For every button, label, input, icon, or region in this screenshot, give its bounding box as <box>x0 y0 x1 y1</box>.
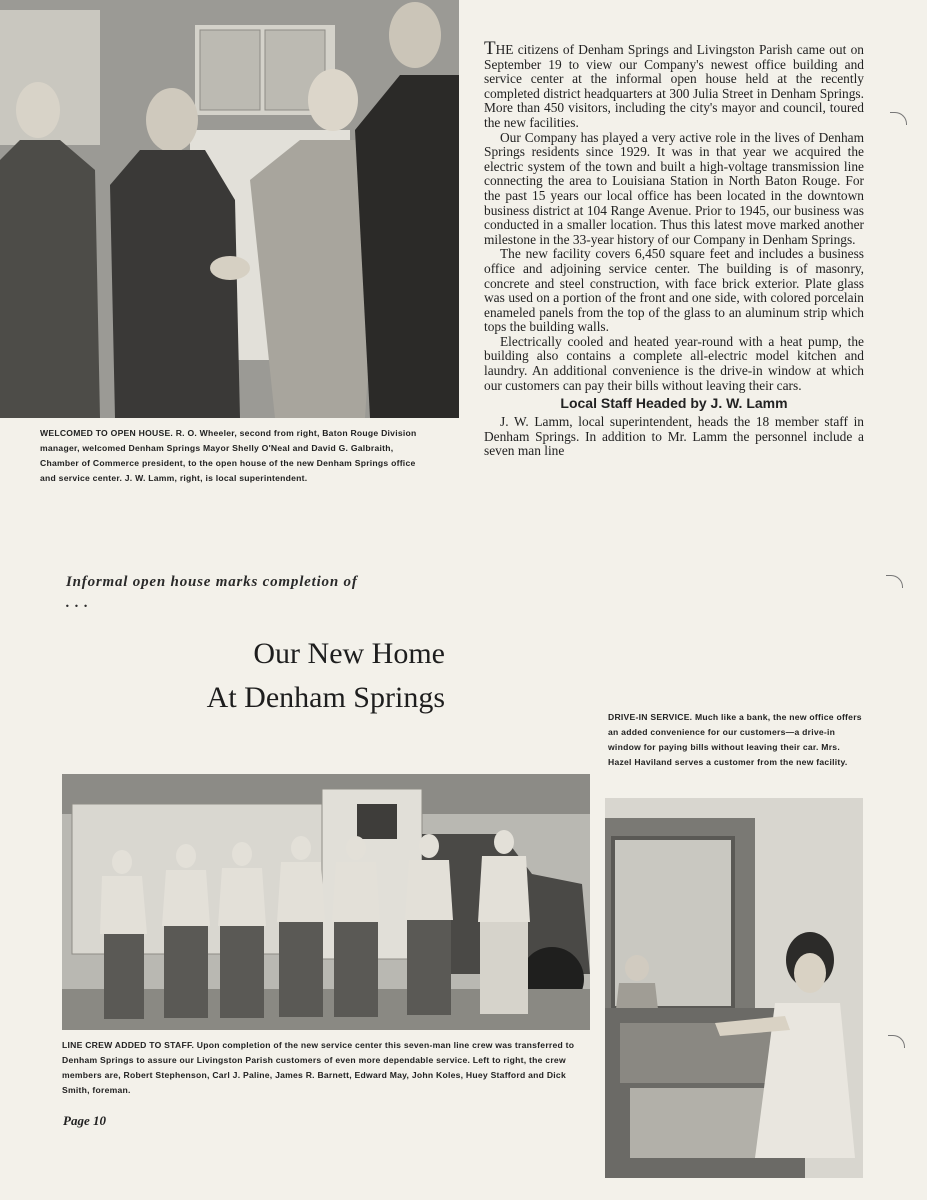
article-paragraph-1-text: HE citizens of Denham Springs and Livingston Parish came out on September 19 to view our Company's newest office building and service center at the informal open house held at the recently completed district headquarters at 300 Julia Street in Denham Springs. More than 450 visitors, including the city's mayor and council, toured the new facilities. <box>484 42 864 130</box>
scan-mark-middle <box>886 575 903 588</box>
kicker: Informal open house marks completion of . . . <box>66 574 358 611</box>
caption-drive-in <box>608 710 864 770</box>
caption-line-crew-text: Upon completion of the new service center this seven-man line crew was transferred to Denham Springs to assure our Livingston Parish customers of even more dependable service. Left to right, the crew members are, Robert Stephenson, Carl J. Paline, James R. Barnett, Edward May, John Koles, Huey Stafford and Dick Smith, foreman. <box>62 1040 575 1095</box>
article-paragraph-3: The new facility covers 6,450 square feet and includes a business office and adjoining service center. The building is of masonry, concrete and steel construction, with face brick exterior. Plate glass was used on a portion of the front and one side, with colored porcelain enameled panels from the top of the glass to an aluminum strip which tops the building walls. <box>484 246 864 335</box>
article-paragraph-1 <box>484 38 864 131</box>
caption-open-house-lead: WELCOMED TO OPEN HOUSE. <box>40 428 174 438</box>
caption-drive-in-text: Much like a bank, the new office offers an added convenience for our customers—a drive-in window for paying bills without leaving their car. Mrs. Hazel Haviland serves a customer from the new facility. <box>608 712 862 767</box>
article-paragraph-5: J. W. Lamm, local superintendent, heads the 18 member staff in Denham Springs. In addition to Mr. Lamm the personnel include a seven man line <box>484 414 864 459</box>
article-paragraph-2: Our Company has played a very active role in the lives of Denham Springs residents since 1929. It was in that year we acquired the electric system of the town and built a high-voltage transmission line connecting the area to Louisiana Station in North Baton Rouge. For the past 15 years our local office has been located in the downtown business district at 104 Range Avenue. Prior to 1945, our business was conducted in a smaller location. Thus this latest move marked another milestone in the 33-year history of our Company in Denham Springs. <box>484 129 864 247</box>
caption-line-crew <box>62 1038 590 1098</box>
photo-open-house <box>0 0 459 418</box>
photo-open-house-art <box>0 0 459 418</box>
photo-drive-in <box>605 798 863 1178</box>
caption-drive-in-lead: DRIVE-IN SERVICE. <box>608 712 693 722</box>
scan-mark-top <box>890 112 907 125</box>
page-number: Page 10 <box>63 1113 106 1128</box>
photo-line-crew-art <box>62 774 590 1030</box>
headline <box>45 632 445 720</box>
article-subhead: Local Staff Headed by J. W. Lamm <box>560 395 788 412</box>
photo-drive-in-art <box>605 798 863 1178</box>
drop-cap: T <box>484 38 496 59</box>
headline-line-2: At Denham Springs <box>206 681 445 714</box>
caption-open-house <box>40 426 418 486</box>
caption-open-house-text: R. O. Wheeler, second from right, Baton Rouge Division manager, welcomed Denham Springs Mayor Shelly O'Neal and David G. Galbraith, Chamber of Commerce president, to the open house of the new Denham Springs office and service center. J. W. Lamm, right, is local superintendent. <box>40 428 417 483</box>
headline-line-1: Our New Home <box>253 637 445 670</box>
caption-line-crew-lead: LINE CREW ADDED TO STAFF. <box>62 1040 195 1050</box>
article-paragraph-4: Electrically cooled and heated year-round with a heat pump, the building also contains a complete all-electric model kitchen and laundry. An additional convenience is the drive-in window at which our customers can pay their bills without leaving their cars. <box>484 333 864 393</box>
photo-line-crew <box>62 774 590 1030</box>
article-body <box>484 38 864 459</box>
scan-mark-bottom <box>888 1035 905 1048</box>
